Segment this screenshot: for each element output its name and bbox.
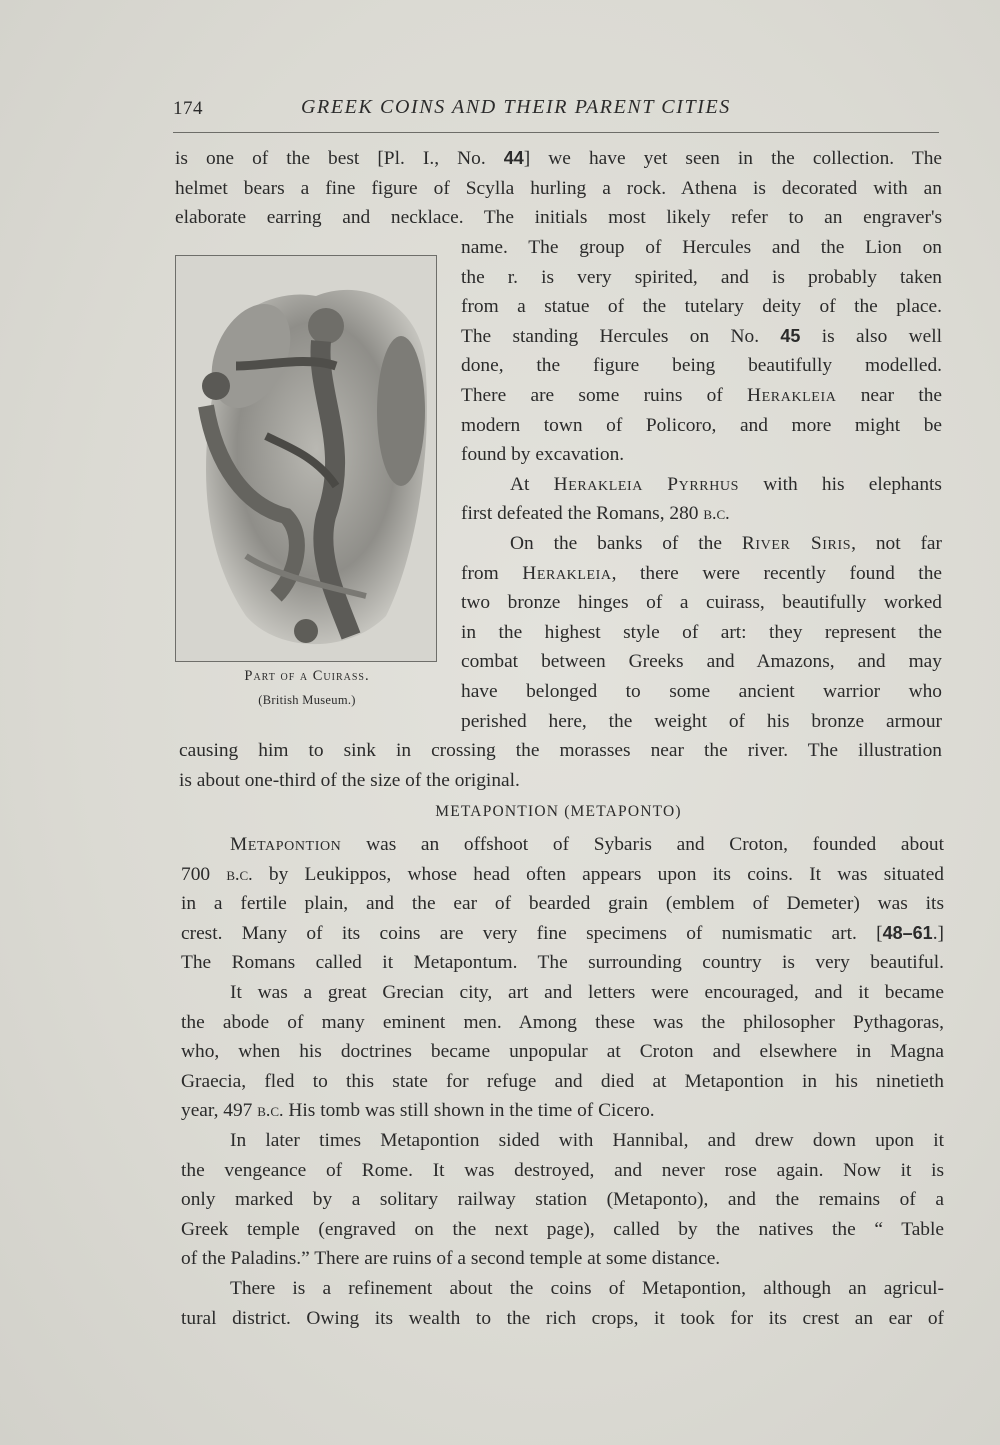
text-line: the abode of many eminent men. Among these was the philosopher Pythagoras, — [181, 1011, 944, 1033]
text-line: Greek temple (engraved on the next page), called by the natives the “ Table — [181, 1218, 944, 1240]
text-line: the r. is very spirited, and is probably taken — [461, 266, 942, 288]
text-line: name. The group of Hercules and the Lion on — [461, 237, 942, 258]
caption-title: Part of a Cuirass. — [244, 668, 370, 684]
text-line: only marked by a solitary railway station (Metaponto), and the remains of a — [181, 1189, 944, 1211]
figure-caption — [175, 668, 439, 708]
paragraph-continuation — [179, 736, 942, 795]
text-line: done, the figure being beautifully modelled. — [461, 355, 942, 377]
text-line: is about one-third of the size of the original. — [179, 769, 520, 791]
relief-sculpture-illustration-icon — [176, 256, 436, 661]
page-number: 174 — [173, 98, 203, 119]
page-header — [173, 98, 939, 130]
text-line: elaborate earring and necklace. The initials most likely refer to an engraver's — [175, 207, 942, 229]
text-line: At Herakleia Pyrrhus with his elephants — [510, 473, 942, 495]
text-line: combat between Greeks and Amazons, and may — [461, 651, 942, 673]
text-line: causing him to sink in crossing the morasses near the river. The illustration — [179, 740, 942, 761]
running-title: GREEK COINS AND THEIR PARENT CITIES — [301, 96, 731, 118]
text-line: tural district. Owing its wealth to the rich crops, it took for its crest an ear of — [181, 1307, 944, 1329]
text-line: There are some ruins of Herakleia near the — [461, 384, 943, 406]
section-heading: METAPONTION (METAPONTO) — [435, 803, 682, 820]
cuirass-illustration — [175, 255, 437, 662]
text-line: of the Paladins.” There are ruins of a second temple at some distance. — [181, 1248, 721, 1270]
text-line: in a fertile plain, and the ear of bearded grain (emblem of Demeter) was its — [181, 893, 944, 915]
text-line: two bronze hinges of a cuirass, beautifully worked — [461, 592, 942, 614]
paragraph-wrap — [461, 233, 942, 736]
text-line: The standing Hercules on No. 45 is also well — [461, 325, 942, 347]
text-line: have belonged to some ancient warrior who — [461, 680, 942, 702]
text-line: who, when his doctrines became unpopular at Croton and elsewhere in Magna — [181, 1041, 944, 1063]
text-line: year, 497 b.c. His tomb was still shown in the time of Cicero. — [181, 1100, 655, 1122]
text-line: The Romans called it Metapontum. The surrounding country is very beautiful. — [181, 952, 944, 974]
text-line: It was a great Grecian city, art and letters were encouraged, and it became — [230, 981, 944, 1003]
text-line: Metapontion was an offshoot of Sybaris and Croton, founded about — [230, 834, 944, 855]
text-line: found by excavation. — [461, 444, 625, 466]
text-line: On the banks of the River Siris, not far — [510, 532, 942, 554]
text-line: is one of the best [Pl. I., No. 44] we have yet seen in the collection. The — [175, 148, 942, 169]
text-line: There is a refinement about the coins of Metapontion, although an agricul- — [230, 1277, 944, 1299]
text-line: the vengeance of Rome. It was destroyed, and never rose again. Now it is — [181, 1159, 944, 1181]
text-line: first defeated the Romans, 280 b.c. — [461, 503, 730, 525]
text-line: from a statue of the tutelary deity of the place. — [461, 296, 942, 318]
text-line: In later times Metapontion sided with Hannibal, and drew down upon it — [230, 1129, 944, 1151]
text-line: in the highest style of art: they represent the — [461, 621, 942, 643]
paragraph-top — [175, 144, 942, 233]
text-line: perished here, the weight of his bronze armour — [461, 710, 942, 732]
paragraph-metapontion — [181, 830, 944, 1333]
text-line: helmet bears a fine figure of Scylla hurling a rock. Athena is decorated with an — [175, 177, 942, 199]
text-line: from Herakleia, there were recently found the — [461, 562, 942, 584]
header-rule — [173, 132, 939, 133]
text-line: Graecia, fled to this state for refuge and died at Metapontion in his ninetieth — [181, 1070, 944, 1092]
text-line: modern town of Policoro, and more might be — [461, 414, 942, 436]
text-line: crest. Many of its coins are very fine specimens of numismatic art. [48–61.] — [181, 922, 944, 944]
text-line: 700 b.c. by Leukippos, whose head often appears upon its coins. It was situated — [181, 863, 944, 885]
caption-source: (British Museum.) — [258, 693, 356, 707]
